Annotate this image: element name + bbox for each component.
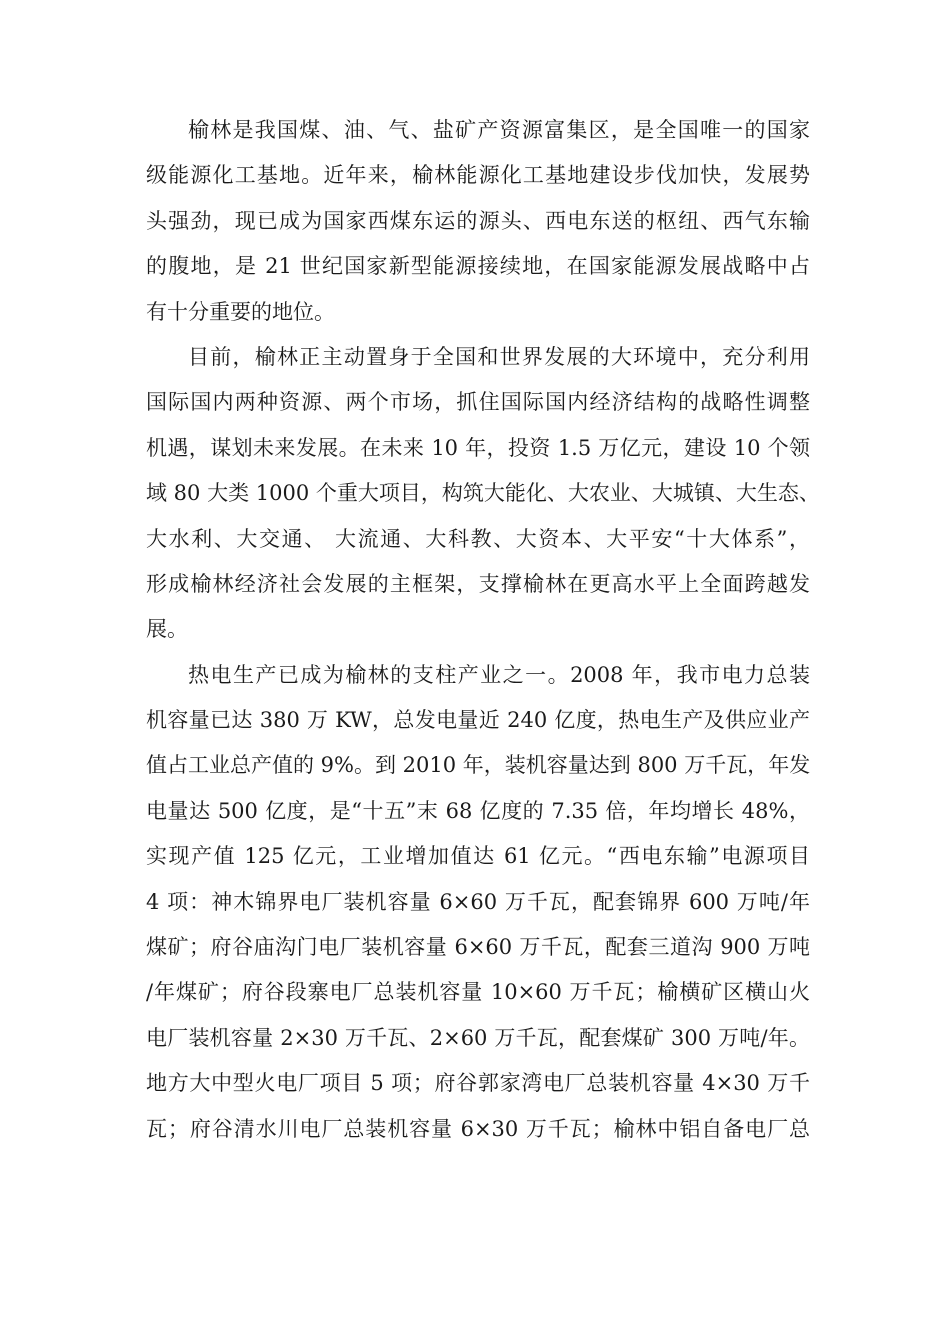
paragraph-line: 目前，榆林正主动置身于全国和世界发展的大环境中，充分利用 xyxy=(188,344,810,369)
paragraph-line: 机容量已达 380 万 KW，总发电量近 240 亿度，热电生产及供应业产 xyxy=(146,708,810,733)
paragraph-2 xyxy=(146,335,820,653)
paragraph-line: 榆林是我国煤、油、气、盐矿产资源富集区，是全国唯一的国家 xyxy=(188,118,810,142)
paragraph-1 xyxy=(146,108,810,335)
paragraph-line: 电量达 500 亿度，是“十五”末 68 亿度的 7.35 倍，年均增长 48%， xyxy=(146,798,810,823)
paragraph-line: 域 80 大类 1000 个重大项目，构筑大能化、大农业、大城镇、大生态、 xyxy=(146,481,820,506)
paragraph-line: 电厂装机容量 2×30 万千瓦、2×60 万千瓦，配套煤矿 300 万吨/年。 xyxy=(146,1025,810,1050)
paragraph-line: 的腹地，是 21 世纪国家新型能源接续地，在国家能源发展战略中占 xyxy=(146,254,810,279)
paragraph-line: 国际国内两种资源、两个市场，抓住国际国内经济结构的战略性调整 xyxy=(146,390,810,415)
paragraph-line: 地方大中型火电厂项目 5 项；府谷郭家湾电厂总装机容量 4×30 万千 xyxy=(146,1071,810,1096)
paragraph-line: 机遇，谋划未来发展。在未来 10 年，投资 1.5 万亿元，建设 10 个领 xyxy=(146,435,810,460)
paragraph-line: 煤矿；府谷庙沟门电厂装机容量 6×60 万千瓦，配套三道沟 900 万吨 xyxy=(146,935,810,960)
paragraph-line: 瓦；府谷清水川电厂总装机容量 6×30 万千瓦；榆林中铝自备电厂总 xyxy=(146,1116,810,1141)
paragraph-line: 展。 xyxy=(146,617,188,642)
paragraph-line: 大水利、大交通、 大流通、大科教、大资本、大平安“十大体系”， xyxy=(146,526,810,551)
paragraph-line: /年煤矿；府谷段寨电厂总装机容量 10×60 万千瓦；榆横矿区横山火 xyxy=(146,980,810,1005)
paragraph-line: 实现产值 125 亿元，工业增加值达 61 亿元。“西电东输”电源项目 xyxy=(146,844,810,869)
paragraph-line: 热电生产已成为榆林的支柱产业之一。2008 年，我市电力总装 xyxy=(188,662,810,687)
document-body xyxy=(146,108,820,1152)
paragraph-line: 级能源化工基地。近年来，榆林能源化工基地建设步伐加快，发展势 xyxy=(146,163,810,188)
paragraph-line: 头强劲，现已成为国家西煤东运的源头、西电东送的枢纽、西气东输 xyxy=(146,208,810,233)
paragraph-line: 值占工业总产值的 9%。到 2010 年，装机容量达到 800 万千瓦，年发 xyxy=(146,753,811,778)
paragraph-line: 4 项：神木锦界电厂装机容量 6×60 万千瓦，配套锦界 600 万吨/年 xyxy=(146,889,810,914)
paragraph-line: 形成榆林经济社会发展的主框架，支撑榆林在更高水平上全面跨越发 xyxy=(146,571,810,596)
paragraph-3 xyxy=(146,653,810,1152)
paragraph-line: 有十分重要的地位。 xyxy=(146,299,335,324)
